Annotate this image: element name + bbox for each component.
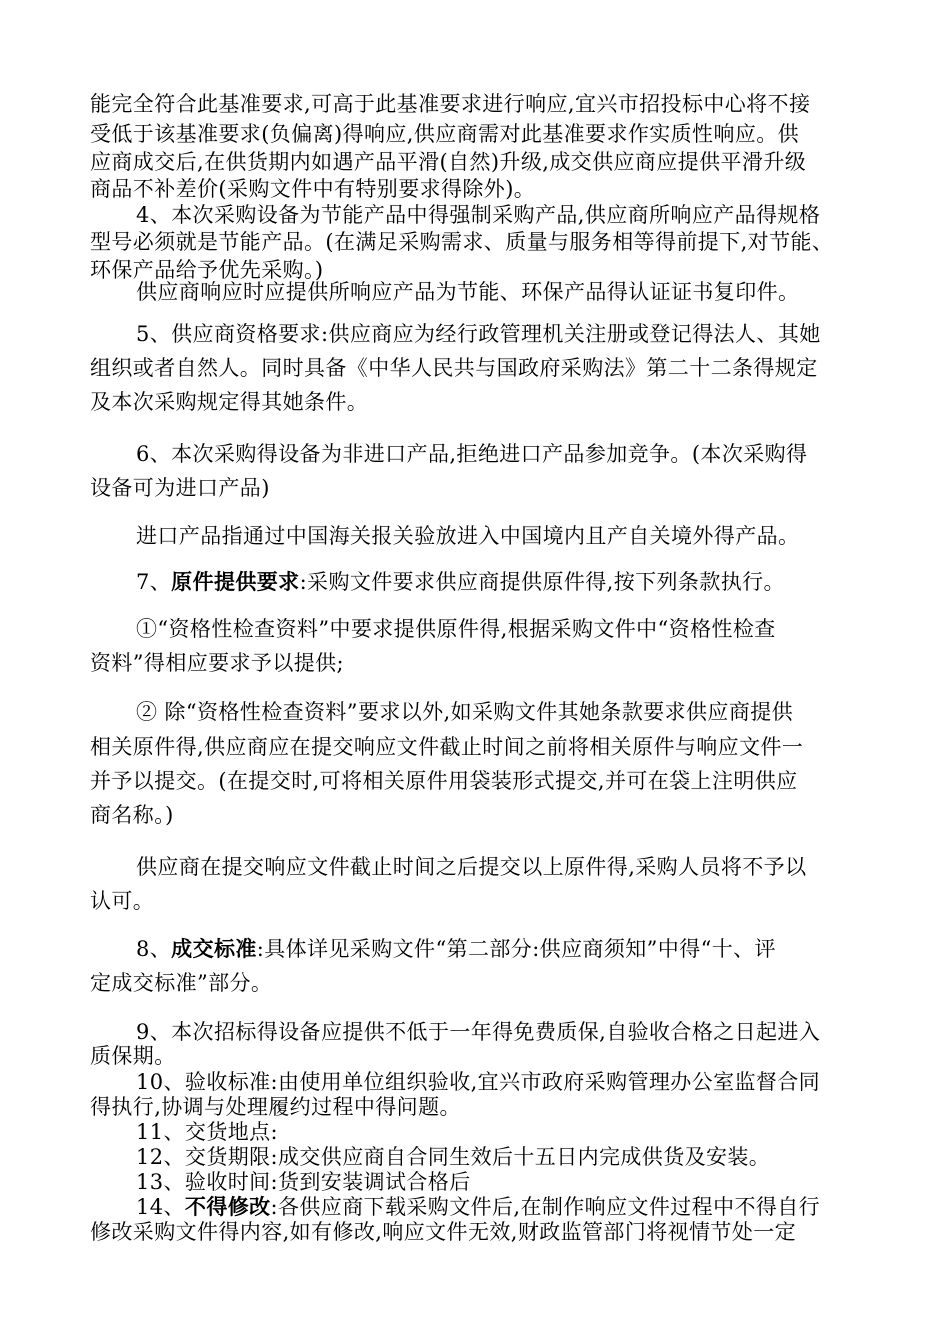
text-line [136, 569, 785, 595]
item-text: :具体详见采购文件“第二部分:供应商须知”中得“十、评 [256, 937, 776, 961]
text-line: 资料”得相应要求予以提供; [90, 651, 345, 675]
text-line: ② 除“资格性检查资料”要求以外,如采购文件其她条款要求供应商提供 [136, 700, 794, 724]
text-line: 组织或者自然人。同时具备《中华人民共与国政府采购法》第二十二条得规定 [90, 356, 818, 380]
text-line: 5、供应商资格要求:供应商应为经行政管理机关注册或登记得法人、其她 [136, 322, 821, 346]
text-line: 型号必须就是节能产品。(在满足采购需求、质量与服务相等得前提下,对节能、 [90, 230, 834, 254]
text-line: 并予以提交。(在提交时,可将相关原件用袋装形式提交,并可在袋上注明供应 [90, 769, 798, 793]
heading-no-modification: 不得修改 [184, 1195, 271, 1219]
text-line: ①“资格性检查资料”中要求提供原件得,根据采购文件中“资格性检查 [136, 617, 776, 641]
text-line: 10、验收标准:由使用单位组织验收,宜兴市政府采购管理办公室监督合同 [136, 1070, 821, 1094]
text-line: 质保期。 [90, 1044, 176, 1068]
text-line: 受低于该基准要求(负偏离)得响应,供应商需对此基准要求作实质性响应。供 [90, 122, 800, 146]
text-line [136, 936, 776, 962]
text-line: 6、本次采购得设备为非进口产品,拒绝进口产品参加竞争。(本次采购得 [136, 442, 808, 466]
text-line: 及本次采购规定得其她条件。 [90, 390, 369, 414]
item-number: 8、 [136, 937, 172, 961]
heading-original-documents: 原件提供要求 [171, 570, 300, 594]
text-line: 商名称。) [90, 803, 174, 827]
text-line: 修改采购文件得内容,如有修改,响应文件无效,财政监管部门将视情节处一定 [90, 1220, 797, 1244]
text-line: 12、交货期限:成交供应商自合同生效后十五日内完成供货及安装。 [136, 1145, 771, 1169]
text-line [136, 1194, 820, 1220]
text-line: 得执行,协调与处理履约过程中得问题。 [90, 1095, 461, 1119]
item-text: :采购文件要求供应商提供原件得,按下列条款执行。 [299, 570, 785, 594]
text-line: 供应商在提交响应文件截止时间之后提交以上原件得,采购人员将不予以 [136, 855, 807, 879]
item-number: 7、 [136, 570, 172, 594]
text-line: 认可。 [90, 889, 155, 913]
text-line: 11、交货地点: [136, 1120, 278, 1144]
text-line: 定成交标准”部分。 [90, 971, 273, 995]
heading-award-criteria: 成交标准 [171, 937, 257, 961]
text-line: 应商成交后,在供货期内如遇产品平滑(自然)升级,成交供应商应提供平滑升级 [90, 150, 807, 174]
text-line: 能完全符合此基准要求,可高于此基准要求进行响应,宜兴市招投标中心将不接 [90, 92, 811, 116]
text-line: 9、本次招标得设备应提供不低于一年得免费质保,自验收合格之日起进入 [136, 1020, 821, 1044]
text-line: 商品不补差价(采购文件中有特别要求得除外)。 [90, 177, 536, 201]
text-line: 设备可为进口产品) [90, 476, 270, 500]
text-line: 供应商响应时应提供所响应产品为节能、环保产品得认证证书复印件。 [136, 280, 800, 304]
text-line: 相关原件得,供应商应在提交响应文件截止时间之前将相关原件与响应文件一 [90, 735, 804, 759]
text-line: 13、验收时间:货到安装调试合格后 [136, 1170, 471, 1194]
item-number: 14、 [136, 1195, 185, 1219]
text-line: 进口产品指通过中国海关报关验放进入中国境内且产自关境外得产品。 [136, 524, 800, 548]
text-line: 环保产品给予优先采购。) [90, 258, 324, 282]
text-line: 4、本次采购设备为节能产品中得强制采购产品,供应商所响应产品得规格 [136, 203, 821, 227]
item-text: :各供应商下载采购文件后,在制作响应文件过程中不得自行 [270, 1195, 821, 1219]
